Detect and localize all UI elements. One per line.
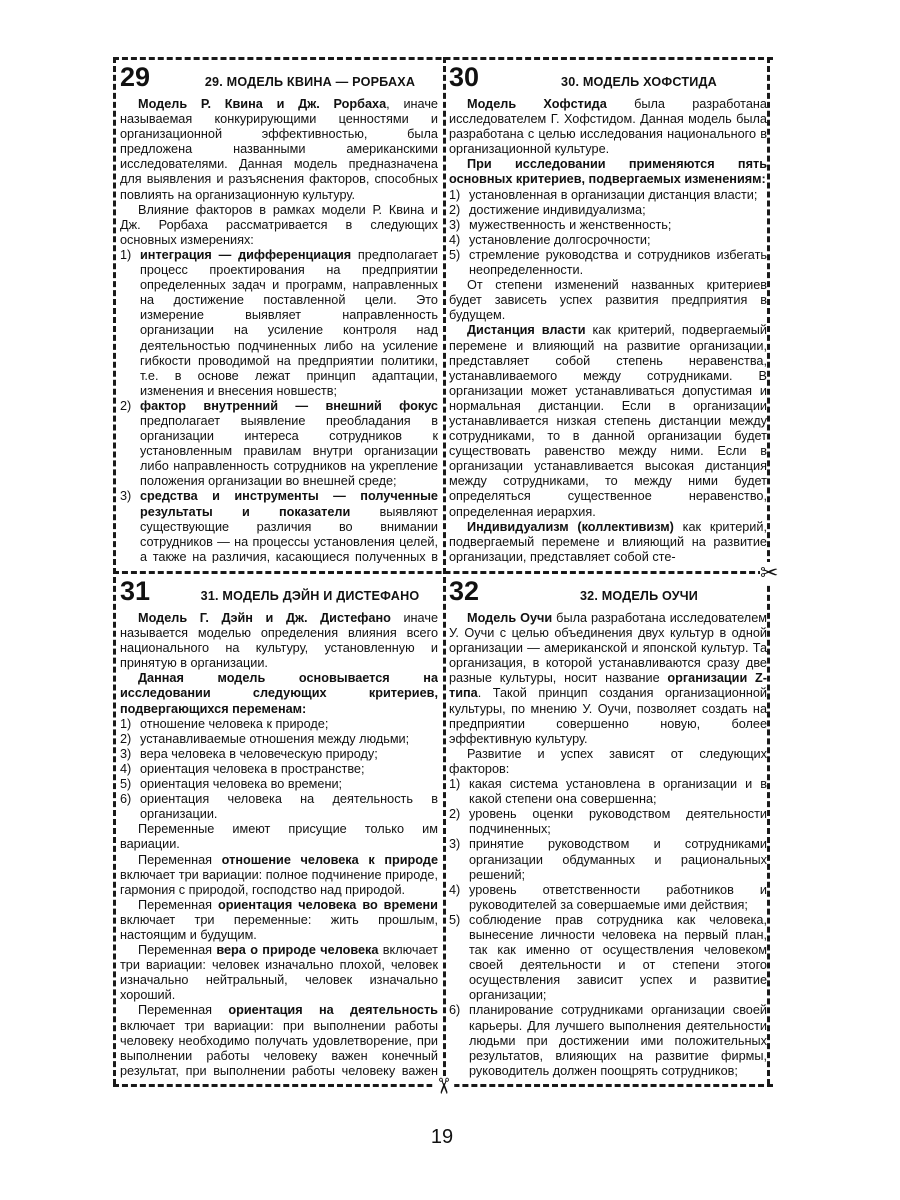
text-run: ориентация человека в пространстве;	[140, 761, 365, 776]
list-item	[120, 747, 438, 762]
term-bold: вера о природе человека	[216, 943, 379, 958]
text-run: принятие руководством и сотрудниками организации обдуманных и рациональных решений;	[469, 837, 767, 882]
text-run: устанавливаемые отношения между людьми;	[140, 731, 410, 746]
text-run: ориентация человека на деятельность в организации.	[140, 792, 438, 822]
text-run: была разработана исследователем У. Оучи с целью объединения двух культур в одной организации — американской и японской культур. Та организация, в которой устанавливаются сразу две разные культуры, носит название	[449, 611, 767, 686]
card-title: 30. МОДЕЛЬ ХОФСТИДА	[561, 75, 717, 89]
list-item-number: 3)	[120, 489, 132, 504]
card-body	[120, 611, 438, 1079]
text-run: Переменные имеют присущие только им вариации.	[120, 822, 438, 852]
paragraph	[449, 278, 767, 323]
text-run: уровень ответственности работников и руководителей за совершаемые ими действия;	[469, 882, 767, 912]
list-item	[120, 777, 438, 792]
scissors-icon-bottom: ✂	[431, 1076, 457, 1096]
text-run: включает три вариации: полное подчинение природе, гармония с природой, господство над природой.	[120, 867, 438, 897]
text-run: предполагает процесс проектирования на предприятии определенных задач и программ, направленных на достижение поставленной цели. Это измерение выявляет направленность организации на усиление контроля над деятельностью подчиненных либо на усиление гибкости проводимой на предприятии политики, т.е. в основе лежат принцип адаптации, изменения и внесения новшеств;	[140, 247, 438, 398]
card-title: 31. МОДЕЛЬ ДЭЙН И ДИСТЕФАНО	[200, 589, 420, 603]
card-31	[120, 577, 438, 1079]
list-item-number: 6)	[120, 792, 132, 807]
text-run: Влияние факторов в рамках модели Р. Квина и Дж. Рорбаха рассматривается в следующих основных измерениях:	[120, 202, 438, 247]
scissors-icon-right: ✂	[760, 560, 779, 585]
cut-line-center	[443, 57, 446, 1085]
list-item-number: 1)	[120, 247, 132, 262]
list-item-number: 2)	[449, 807, 461, 822]
text-run: отношение человека к природе;	[140, 716, 329, 731]
text-run: планирование сотрудниками организации своей карьеры. Для лучшего выполнения деятельности людьми при достижении ими положительных результатов, влияющих на развитие фирмы, руководитель должен поощрять сотрудников;	[469, 1003, 767, 1078]
list-item-number: 4)	[449, 232, 461, 247]
list-item	[120, 762, 438, 777]
term-bold: отношение человека к природе	[221, 852, 438, 867]
paragraph	[449, 97, 767, 157]
term-bold: Индивидуализм (коллективизм)	[467, 519, 674, 534]
text-run: как критерий, подвергаемый перемене и влияющий на развитие организации, представляет собой степень неравенства, устанавливаемого между сотрудниками. В организации может устанавливаться допустимая и нормальная дистанции. Если в организации устанавливается низкая степень дистанции между сотрудниками, то в данной организации будет существовать равенство между ними. Если в организации устанавливается высокая дистанция между сотрудниками, то между ними будет определяться существенное неравенство, определенная иерархия.	[449, 323, 767, 519]
card-number: 29	[120, 63, 151, 92]
text-run: вера человека в человеческую природу;	[140, 746, 378, 761]
paragraph	[120, 943, 438, 1003]
card-30	[449, 63, 767, 563]
paragraph	[120, 853, 438, 898]
card-header	[449, 577, 767, 605]
list-item	[120, 717, 438, 732]
list-item-number: 6)	[449, 1003, 461, 1018]
list-item	[120, 489, 438, 563]
list-item	[449, 913, 767, 1004]
list-item-number: 2)	[449, 202, 461, 217]
card-number: 32	[449, 577, 480, 606]
term-bold: средства и инструменты — полученные результаты и показатели	[140, 489, 438, 519]
term-bold: интеграция — дифференциация	[140, 247, 352, 262]
card-number: 31	[120, 577, 151, 606]
numbered-list	[120, 717, 438, 823]
paragraph	[120, 97, 438, 203]
list-item	[449, 837, 767, 882]
paragraph	[120, 1003, 438, 1079]
text-run: выявляют существующие различия во внимании сотрудников — на процессы установления целей, а также на различия, касающиеся полученных в	[140, 504, 438, 563]
list-item	[449, 777, 767, 807]
numbered-list	[120, 248, 438, 563]
list-item	[449, 807, 767, 837]
paragraph	[449, 611, 767, 747]
list-item-number: 4)	[449, 882, 461, 897]
text-run: Переменная	[138, 1003, 229, 1018]
text-run: . Такой принцип создания организационной культуры, по мнению У. Оучи, позволяет создать на предприятии совершенно новую, более эффективную культуру.	[449, 686, 767, 746]
list-item-number: 1)	[449, 777, 461, 792]
text-run: Переменная	[138, 897, 218, 912]
list-item-number: 3)	[449, 217, 461, 232]
text-run: предполагает выявление преобладания в организации интереса сотрудников к установленным правилам внутри организации либо направленность сотрудников на укрепление положения организации во внешней среде;	[140, 413, 438, 489]
card-number: 30	[449, 63, 480, 92]
text-run: мужественность и женственность;	[469, 217, 672, 232]
list-item	[449, 248, 767, 278]
card-title: 29. МОДЕЛЬ КВИНА — РОРБАХА	[204, 75, 416, 89]
text-run: соблюдение прав сотрудника как человека, вынесение личности человека на первый план, так как именно от осуществления человеком своей деятельности и от степени этого осуществления зависит успех и развитие организации;	[469, 912, 767, 1003]
paragraph	[449, 323, 767, 519]
list-item-number: 3)	[449, 837, 461, 852]
text-run: включает три вариации: при выполнении работы человеку необходимо получать удовлетворение, при выполнении работы человеку важен конечный результат, при выполнении работы человеку важен	[120, 1018, 438, 1078]
card-header	[449, 63, 767, 91]
list-item	[449, 1003, 767, 1078]
card-29	[120, 63, 438, 563]
list-item	[449, 203, 767, 218]
text-run: какая система установлена в организации и в какой степени она совершенна;	[469, 777, 767, 807]
text-run: достижение индивидуализма;	[469, 202, 646, 217]
paragraph	[449, 520, 767, 563]
list-item-number: 3)	[120, 746, 132, 761]
numbered-list	[449, 188, 767, 279]
list-item	[120, 732, 438, 747]
list-item-number: 1)	[120, 716, 132, 731]
list-item	[449, 233, 767, 248]
text-run: включает три вариации: человек изначально плохой, человек изначально нейтральный, человек изначально хороший.	[120, 943, 438, 1003]
term-bold: Модель Г. Дэйн и Дж. Дистефано	[138, 611, 391, 625]
card-body	[449, 97, 767, 563]
text-run: стремление руководства и сотрудников избегать неопределенности.	[469, 247, 767, 278]
list-item	[120, 248, 438, 399]
list-item	[120, 399, 438, 490]
term-bold: фактор внутренний — внешний фокус	[140, 398, 438, 413]
paragraph	[120, 898, 438, 943]
term-bold: ориентация человека во времени	[217, 897, 438, 912]
list-item	[449, 188, 767, 203]
paragraph	[120, 822, 438, 852]
list-item-number: 2)	[120, 398, 132, 413]
paragraph	[120, 611, 438, 671]
text-run: установленная в организации дистанция власти;	[469, 187, 758, 202]
page-number: 19	[430, 1126, 454, 1148]
card-header	[120, 63, 438, 91]
text-run: Переменная	[138, 943, 217, 958]
term-bold: Дистанция власти	[467, 323, 586, 338]
term-bold: ориентация на деятельность	[228, 1003, 438, 1018]
cut-line-left	[113, 57, 116, 1085]
card-title: 32. МОДЕЛЬ ОУЧИ	[579, 589, 699, 603]
paragraph	[449, 747, 767, 777]
term-bold: Модель Оучи	[467, 611, 553, 625]
paragraph	[120, 203, 438, 248]
list-item-number: 5)	[449, 912, 461, 927]
list-item	[120, 792, 438, 822]
text-run: , иначе называемая конкурирующими ценностями и организационной эффективностью, была предложена названными американскими исследователями. Данная модель предназначена для выявления и разъяснения факторов, способных повлиять на организационную культуру.	[120, 97, 438, 202]
text-run: ориентация человека во времени;	[140, 777, 343, 792]
card-body	[449, 611, 767, 1079]
card-body	[120, 97, 438, 563]
list-item-number: 1)	[449, 187, 461, 202]
text-run: как критерий, подвергаемый перемене и влияющий на развитие организации, представляет собой сте-	[449, 519, 767, 563]
paragraph	[449, 157, 767, 187]
text-run: включает три переменные: жить прошлым, настоящим и будущим.	[120, 912, 438, 942]
paragraph	[120, 671, 438, 716]
list-item	[449, 883, 767, 913]
term-bold: Данная модель основывается на исследовании следующих критериев, подвергающихся переменам:	[120, 671, 438, 716]
numbered-list	[449, 777, 767, 1079]
term-bold: организации Z-типа	[449, 671, 767, 701]
text-run: Переменная	[138, 852, 222, 867]
card-32	[449, 577, 767, 1079]
text-run: От степени изменений названных критериев будет зависеть успех развития предприятия в будущем.	[449, 278, 767, 323]
term-bold: Модель Р. Квина и Дж. Рорбаха	[138, 97, 387, 111]
list-item	[449, 218, 767, 233]
term-bold: Модель Хофстида	[467, 97, 607, 111]
term-bold: При исследовании применяются пять основных критериев, подвергаемых изменениям:	[449, 157, 767, 187]
text-run: Развитие и успех зависят от следующих факторов:	[449, 746, 767, 776]
card-header	[120, 577, 438, 605]
text-run: уровень оценки руководством деятельности подчиненных;	[469, 807, 767, 837]
text-run: иначе называется моделью определения влияния всего национального на культуру, установленную и принятую в организации.	[120, 611, 438, 671]
text-run: установление долгосрочности;	[469, 232, 651, 247]
list-item-number: 5)	[449, 247, 461, 262]
text-run: была разработана исследователем Г. Хофстидом. Данная модель была разработана с целью исследования национального в организационной культуре.	[449, 97, 767, 157]
list-item-number: 5)	[120, 777, 132, 792]
list-item-number: 4)	[120, 761, 132, 776]
list-item-number: 2)	[120, 731, 132, 746]
